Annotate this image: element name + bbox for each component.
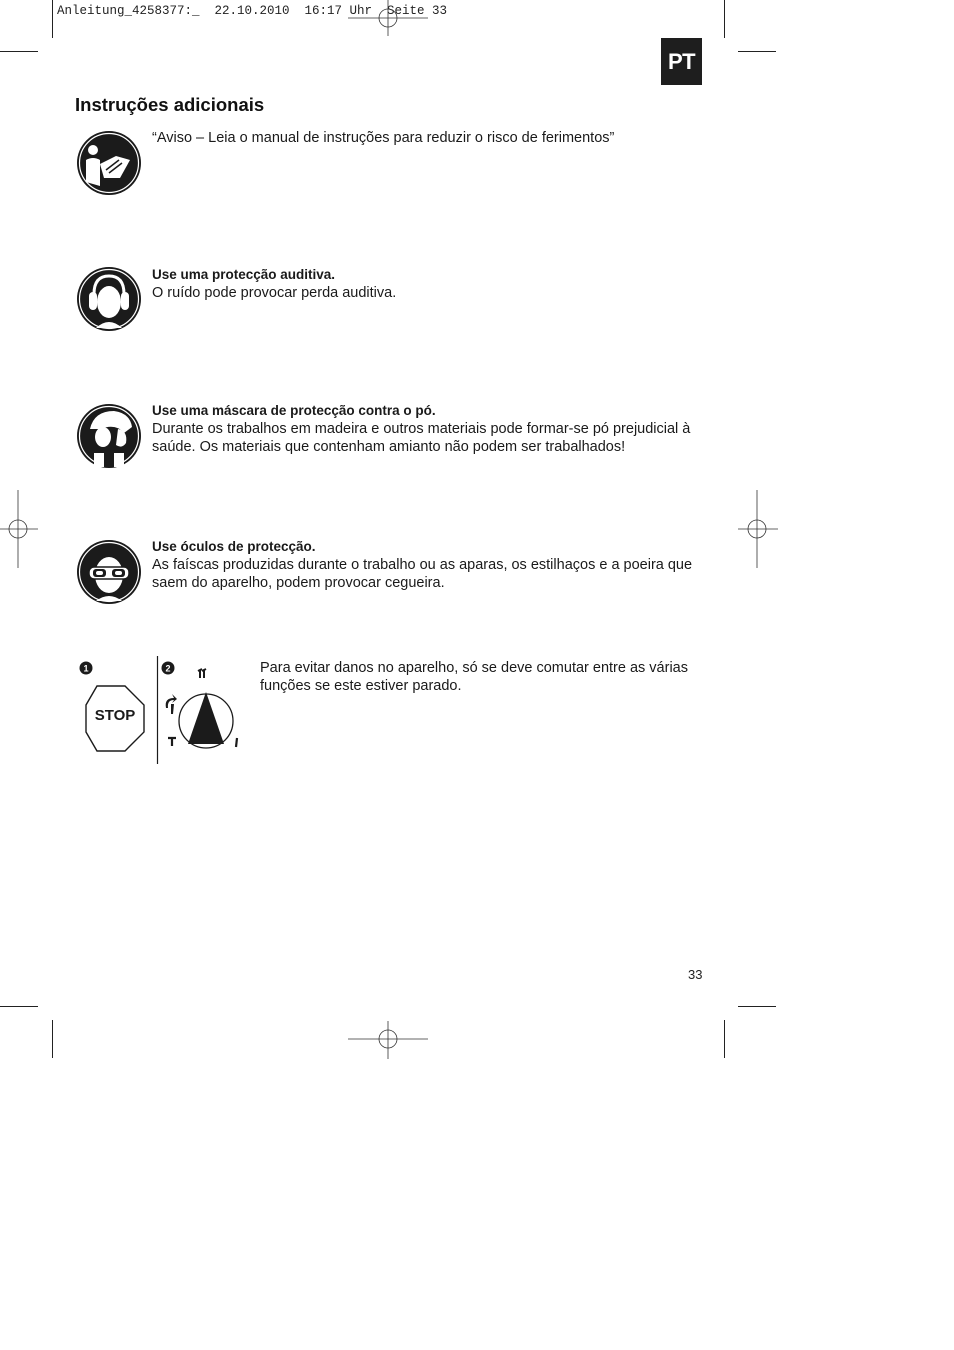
crop-mark <box>738 51 776 52</box>
crop-mark <box>738 1006 776 1007</box>
section-dust-mask <box>152 402 697 456</box>
safety-goggles-icon <box>76 539 142 605</box>
crop-mark <box>0 1006 38 1007</box>
section-title: Use uma máscara de protecção contra o pó. <box>152 403 436 418</box>
figure-marker-2: 2 <box>165 663 171 674</box>
section-body: O ruído pode provocar perda auditiva. <box>152 285 397 301</box>
page-number: 33 <box>688 967 703 982</box>
crop-mark <box>724 0 725 38</box>
crop-mark <box>52 1020 53 1058</box>
section-ear-protection <box>152 266 697 302</box>
registration-mark-top <box>348 0 428 36</box>
stop-label: STOP <box>94 707 136 724</box>
section-body: Durante os trabalhos em madeira e outros materiais pode formar-se pó prejudicial à saúde. Os materiais que contenham amianto não podem ser trabalhados! <box>152 421 691 455</box>
section-read-manual <box>152 129 697 147</box>
crop-mark <box>0 51 38 52</box>
figure-text: Para evitar danos no aparelho, só se deve comutar entre as várias funções se este estiver parado. <box>260 660 688 694</box>
figure-marker-1: 1 <box>83 663 89 674</box>
crop-mark <box>52 0 53 38</box>
section-safety-goggles <box>152 538 697 592</box>
section-body: “Aviso – Leia o manual de instruções para reduzir o risco de ferimentos” <box>152 130 615 146</box>
registration-mark-left <box>0 490 38 568</box>
language-tab: PT <box>661 38 702 85</box>
drill-mode-icon <box>168 738 176 746</box>
ear-protection-icon <box>76 266 142 332</box>
section-title: Use uma protecção auditiva. <box>152 267 336 282</box>
crop-mark <box>724 1020 725 1058</box>
registration-mark-right <box>738 490 778 568</box>
read-manual-icon <box>76 130 142 196</box>
section-body: As faíscas produzidas durante o trabalho ou as aparas, os estilhaços e a poeira que saem do aparelho, podem provocar cegueira. <box>152 557 693 591</box>
print-slug: Anleitung_4258377:_ 22.10.2010 16:17 Uhr Seite 33 <box>57 4 448 18</box>
registration-mark-bottom <box>348 1021 428 1059</box>
section-title: Use óculos de protecção. <box>152 539 316 554</box>
page-title: Instruções adicionais <box>75 94 265 115</box>
dust-mask-icon <box>76 403 142 469</box>
chisel-mode-icon <box>198 669 206 678</box>
switching-figure <box>76 656 246 768</box>
